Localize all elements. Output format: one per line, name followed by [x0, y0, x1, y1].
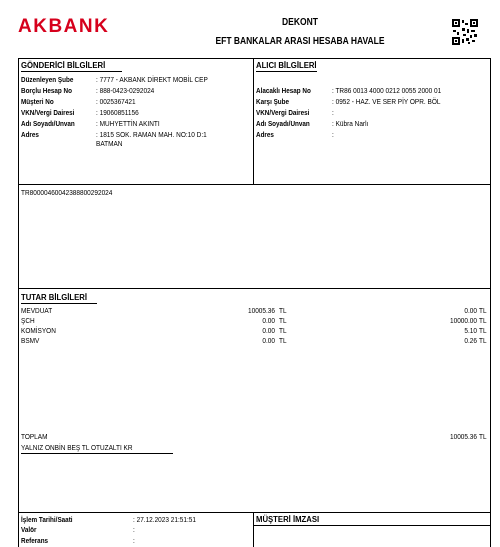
sender-value: : 1815 SOK. RAMAN MAH. NO:10 D:1 — [96, 130, 207, 139]
qr-code-icon — [452, 19, 478, 45]
receiver-value: : Kübra Narlı — [332, 119, 369, 128]
sender-label: VKN/Vergi Dairesi — [21, 108, 75, 117]
sender-label: Adres — [21, 130, 39, 139]
amount-row-label: BSMV — [21, 336, 40, 345]
footer-label: İşlem Tarihi/Saati — [21, 515, 73, 524]
sender-label: Adı Soyadı/Unvan — [21, 119, 75, 128]
receiver-label: VKN/Vergi Dairesi — [256, 108, 310, 117]
receiver-value: : — [332, 130, 334, 139]
sender-title-underline — [21, 71, 122, 72]
reference-code: TR80000460042388800292024 — [21, 188, 113, 197]
receiver-label: Alacaklı Hesap No — [256, 86, 311, 95]
document-subtitle: EFT BANKALAR ARASI HESABA HAVALE — [215, 36, 385, 47]
amount-row-label: ŞCH — [21, 316, 35, 325]
footer-value: : — [133, 536, 135, 545]
total-in-words: YALNIZ ONBİN BEŞ TL OTUZALTI KR — [21, 443, 133, 452]
amount-row-label: KOMİSYON — [21, 326, 56, 335]
total-value: 10005.36 — [450, 432, 477, 441]
sender-value: : 888-0423-0292024 — [96, 86, 155, 95]
amount-currency-1: TL — [279, 306, 287, 315]
amount-value-1: 0.00 — [262, 336, 275, 345]
amounts-title: TUTAR BİLGİLERİ — [21, 292, 88, 302]
total-in-words-underline — [21, 453, 173, 454]
total-currency: TL — [479, 432, 487, 441]
receiver-label: Adres — [256, 130, 274, 139]
amount-currency-1: TL — [279, 326, 287, 335]
party-divider — [253, 58, 254, 184]
document-title: DEKONT — [282, 17, 318, 28]
amount-currency-1: TL — [279, 336, 287, 345]
footer-divider — [253, 512, 254, 547]
receiver-value: : TR86 0013 4000 0212 0055 2000 01 — [332, 86, 442, 95]
sender-label: Düzenleyen Şube — [21, 75, 74, 84]
footer-label: Referans — [21, 536, 49, 545]
sender-value: : 7777 - AKBANK DİREKT MOBİL CEP — [96, 75, 208, 84]
footer-top-line — [18, 512, 491, 513]
amount-value-1: 0.00 — [262, 316, 275, 325]
bank-logo: AKBANK — [18, 16, 110, 37]
signature-title: MÜŞTERİ İMZASI — [256, 514, 320, 524]
amount-value-2: 5.10 — [464, 326, 477, 335]
amount-currency-1: TL — [279, 316, 287, 325]
amounts-top-line — [18, 288, 491, 289]
amount-currency-2: TL — [479, 336, 487, 345]
receiver-label: Karşı Şube — [256, 97, 290, 106]
sender-label: Borçlu Hesap No — [21, 86, 72, 95]
footer-value: : 27.12.2023 21:51:51 — [133, 515, 196, 524]
receiver-title-underline — [256, 71, 317, 72]
sender-value: : 0025367421 — [96, 97, 136, 106]
footer-label: Valör — [21, 525, 37, 534]
amount-value-1: 0.00 — [262, 326, 275, 335]
amount-row-label: MEVDUAT — [21, 306, 53, 315]
amount-currency-2: TL — [479, 306, 487, 315]
amount-value-2: 0.26 — [464, 336, 477, 345]
sender-title: GÖNDERİCİ BİLGİLERİ — [21, 60, 106, 70]
receiver-label: Adı Soyadı/Unvan — [256, 119, 310, 128]
amount-currency-2: TL — [479, 316, 487, 325]
party-bottom-line — [18, 184, 491, 185]
footer-value: : — [133, 525, 135, 534]
signature-title-line — [253, 525, 491, 526]
amount-currency-2: TL — [479, 326, 487, 335]
amount-value-2: 0.00 — [464, 306, 477, 315]
sender-value: : MUHYETTİN AKINTI — [96, 119, 160, 128]
sender-label: Müşteri No — [21, 97, 54, 106]
amounts-title-underline — [21, 303, 97, 304]
total-label: TOPLAM — [21, 432, 48, 441]
receiver-title: ALICI BİLGİLERİ — [256, 60, 317, 70]
receiver-value: : — [332, 108, 334, 117]
amount-value-2: 10000.00 — [450, 316, 477, 325]
receiver-value: : 0952 - HAZ. VE SER PİY OPR. BÖL — [332, 97, 441, 106]
sender-value: : 19060851156 — [96, 108, 139, 117]
sender-value-line2: BATMAN — [96, 139, 123, 148]
amount-value-1: 10005.36 — [248, 306, 275, 315]
